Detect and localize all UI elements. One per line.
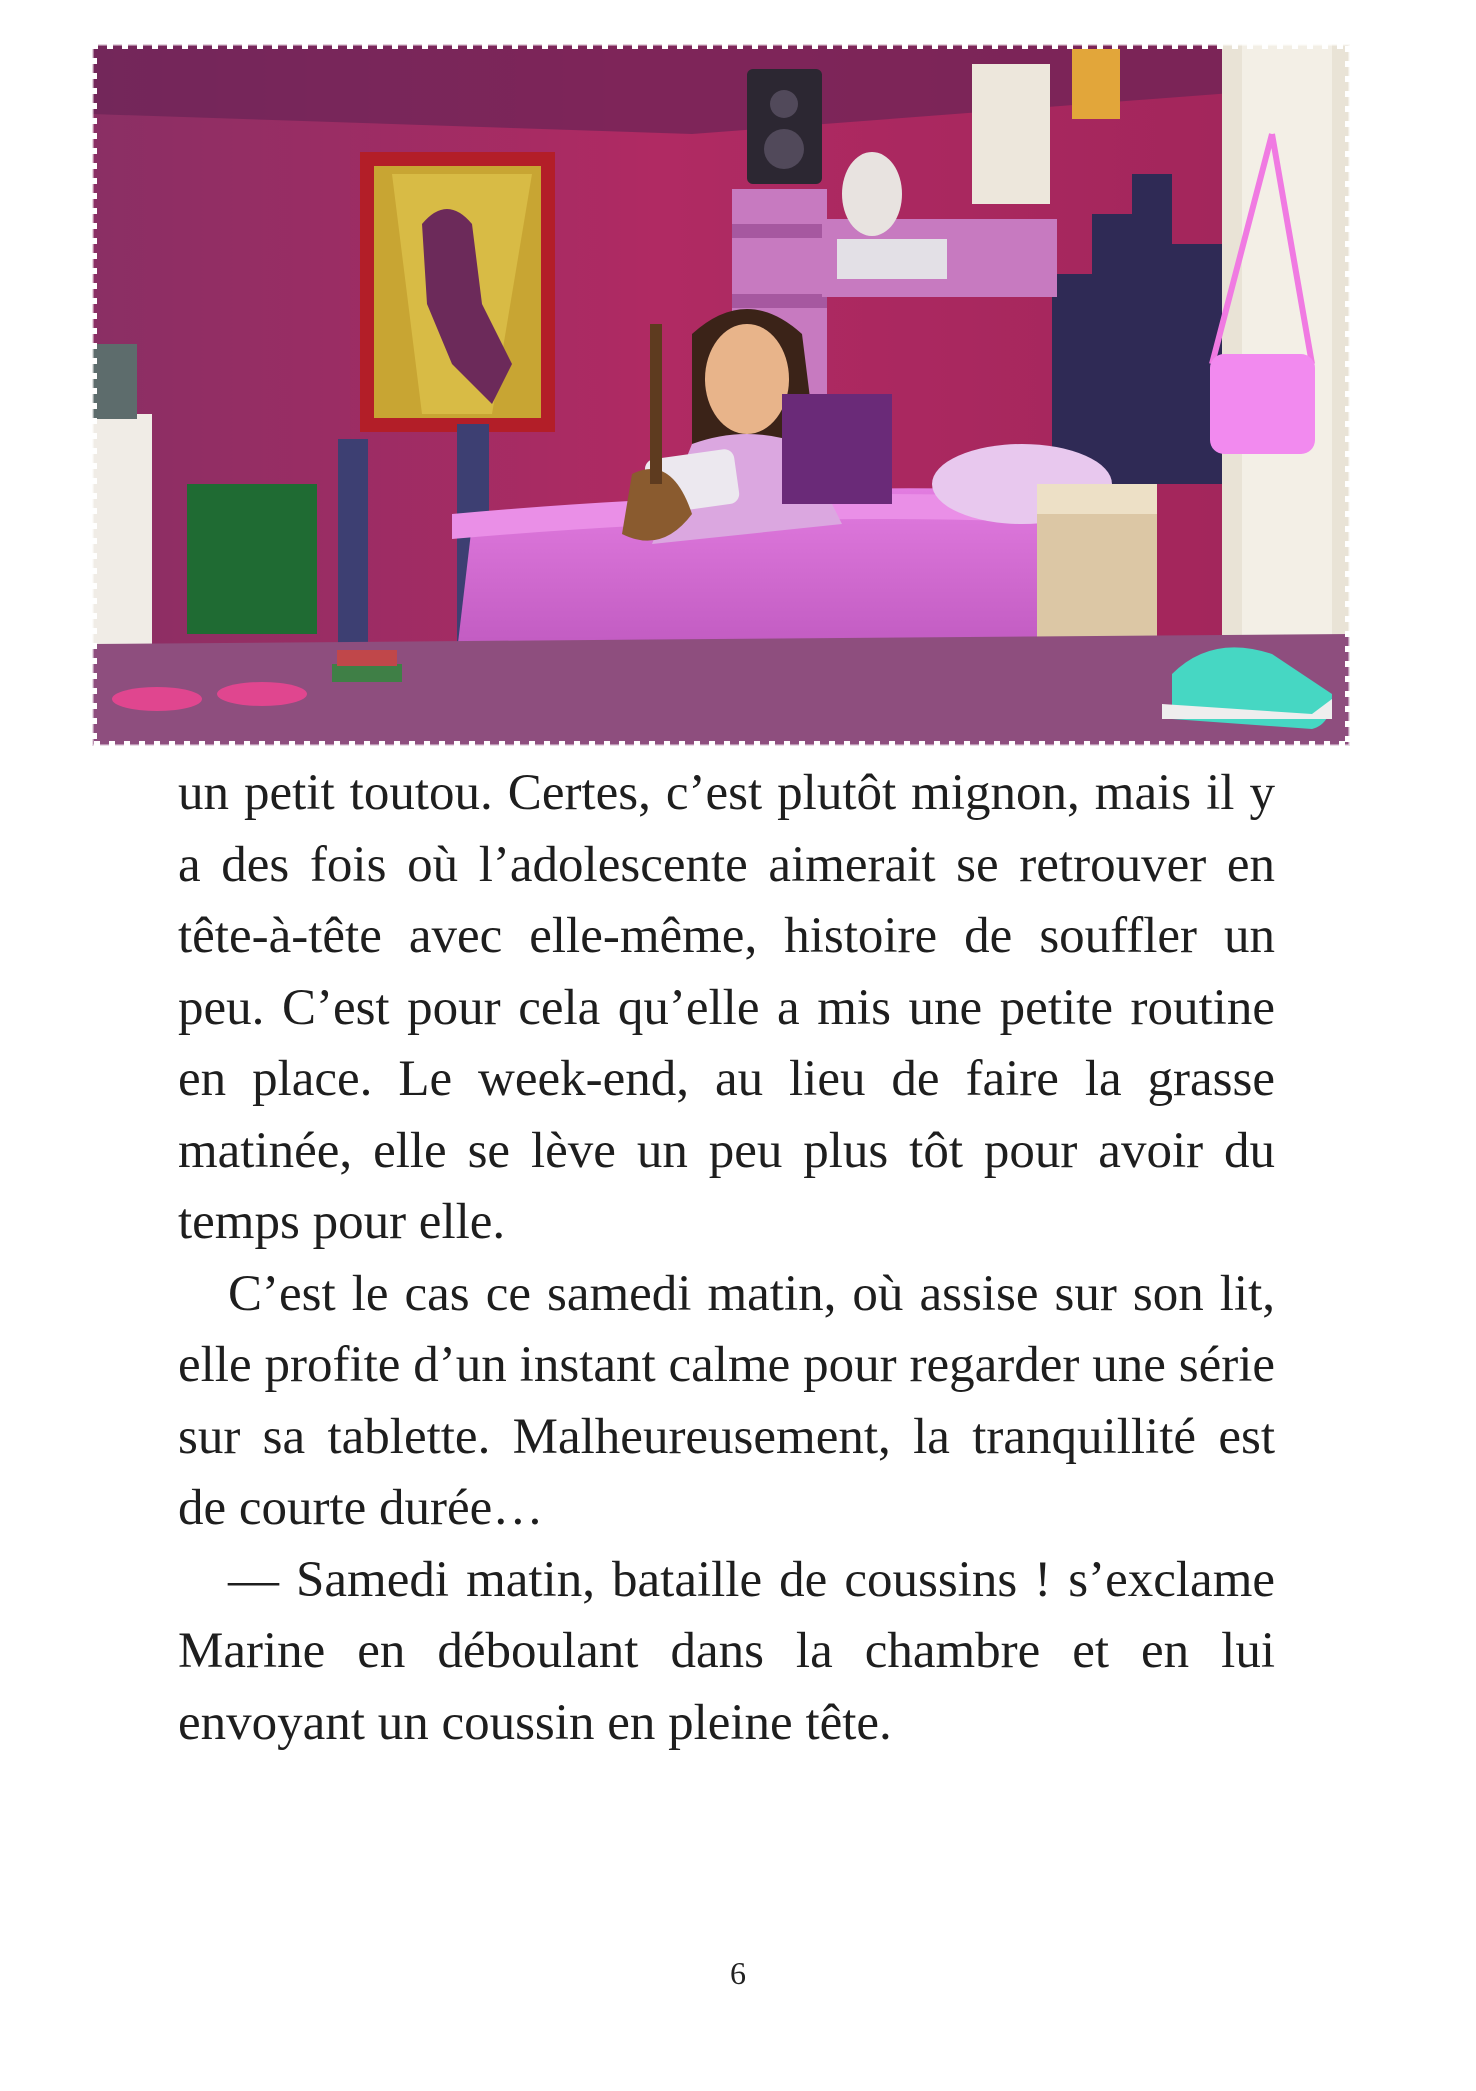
page-number: 6: [730, 1955, 746, 1991]
green-box: [187, 484, 317, 634]
singer-poster: [360, 152, 555, 432]
dresser: [92, 414, 152, 654]
paragraph-1: un petit toutou. Certes, c’est plutôt mignon, mais il y a des fois où l’adolescente aimerait se retrouver en tête-à-tête avec elle-même, histoire de souffler un peu. C’est pour cela qu’elle a mis une petite routine en place. Le week-end, au lieu de faire la grasse matinée, elle se lève un peu plus tôt pour avoir du temps pour elle.: [178, 765, 1275, 1250]
paragraph-3: — Samedi matin, bataille de coussins ! s’exclame Marine en déboulant dans la chambre et en lui envoyant un coussin en pleine tête.: [178, 1551, 1275, 1751]
paragraph-2: C’est le cas ce samedi matin, où assise sur son lit, elle profite d’un instant calme pour regarder une série sur sa tablette. Malheureusement, la tranquillité est de courte durée…: [178, 1265, 1275, 1536]
story-text: [178, 758, 1275, 1759]
bedroom-illustration: [92, 44, 1350, 746]
teddy-bear: [842, 152, 902, 236]
